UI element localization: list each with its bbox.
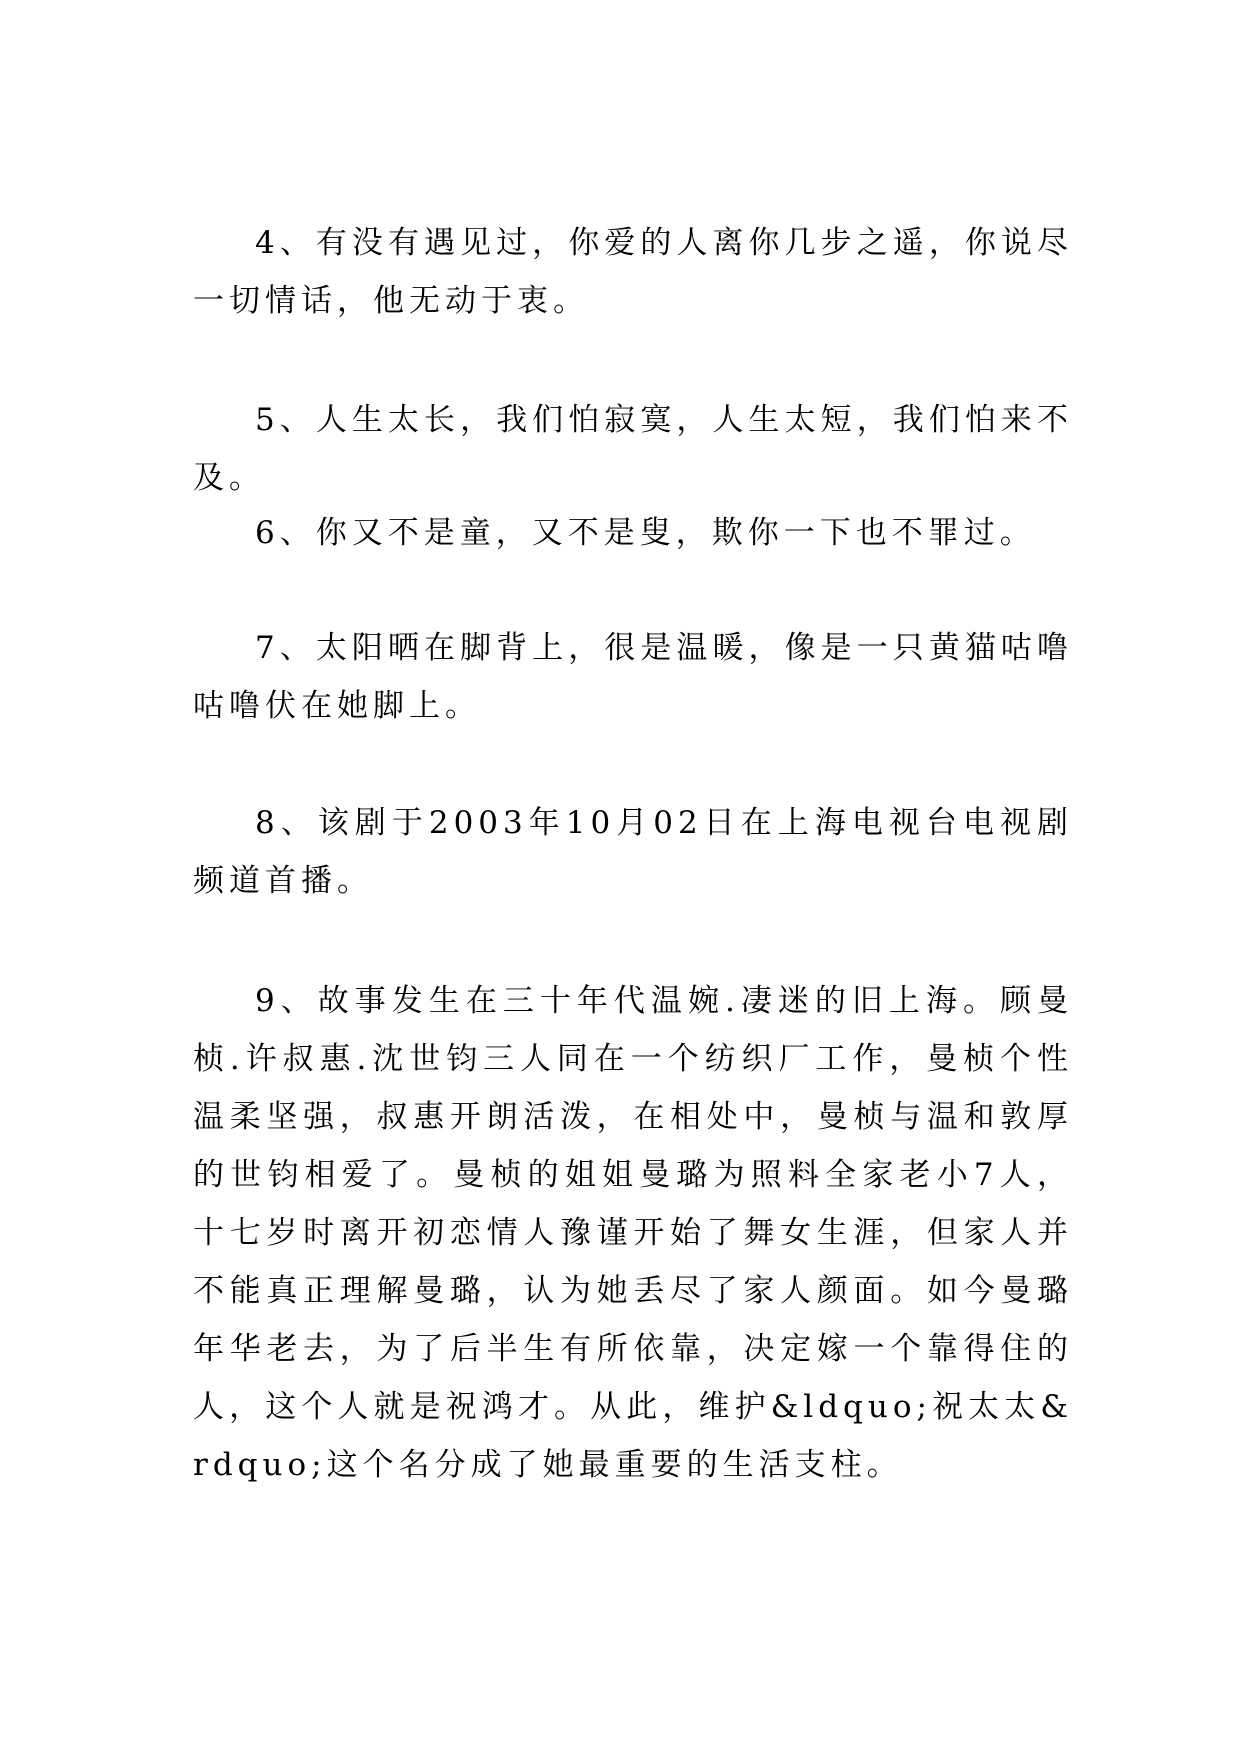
paragraph-item-8: 8、该剧于2003年10月02日在上海电视台电视剧频道首播。 [193, 805, 1073, 899]
paragraph-item-6: 6、你又不是童，又不是叟，欺你一下也不罪过。 [255, 515, 1036, 551]
paragraph-item-7: 7、太阳晒在脚背上，很是温暖，像是一只黄猫咕噜咕噜伏在她脚上。 [193, 630, 1073, 724]
paragraph-item-5: 5、人生太长，我们怕寂寞，人生太短，我们怕来不及。 [193, 402, 1073, 496]
paragraph-item-4: 4、有没有遇见过，你爱的人离你几步之遥，你说尽一切情话，他无动于衷。 [193, 225, 1073, 319]
paragraph-item-9: 9、故事发生在三十年代温婉.凄迷的旧上海。顾曼桢.许叔惠.沈世钧三人同在一个纺织厂工作，曼桢个性温柔坚强，叔惠开朗活泼，在相处中，曼桢与温和敦厚的世钧相爱了。曼桢的姐姐曼璐为照料全家老小7人，十七岁时离开初恋情人豫谨开始了舞女生涯，但家人并不能真正理解曼璐，认为她丢尽了家人颜面。如今曼璐年华老去，为了后半生有所依靠，决定嫁一个靠得住的人，这个人就是祝鸿才。从此，维护&ldquo;祝太太&rdquo;这个名分成了她最重要的生活支柱。 [193, 983, 1073, 1483]
